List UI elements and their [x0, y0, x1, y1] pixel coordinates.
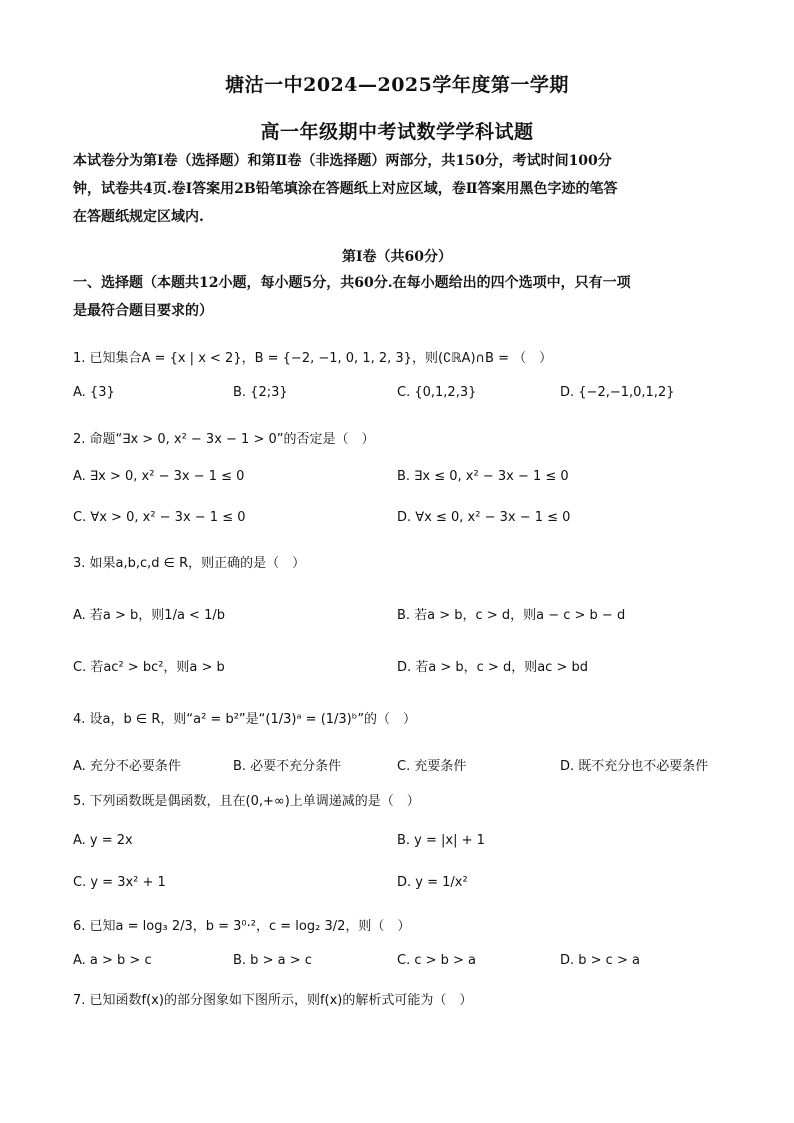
- q4-option-b: B. 必要不充分条件: [233, 759, 342, 774]
- q3-option-b: B. 若a > b，c > d，则a − c > b − d: [397, 608, 626, 623]
- q5-option-d: D. y = 1/x²: [397, 875, 468, 890]
- exam-subtitle: 高一年级期中考试数学学科试题: [260, 121, 534, 143]
- q2-option-a: A. ∃x > 0, x² − 3x − 1 ≤ 0: [73, 469, 245, 484]
- q2-option-d: D. ∀x ≤ 0, x² − 3x − 1 ≤ 0: [397, 510, 571, 525]
- q6-option-a: A. a > b > c: [73, 953, 152, 968]
- q4-option-d: D. 既不充分也不必要条件: [560, 759, 709, 774]
- question-1-stem: 1. 已知集合A = {x | x < 2}，B = {−2, −1, 0, 1, 2, 3}，则(∁ℝA)∩B = （ ）: [73, 351, 553, 366]
- q1-option-b: B. {2;3}: [233, 385, 288, 400]
- q3-option-c: C. 若ac² > bc²，则a > b: [73, 660, 225, 675]
- question-3-stem: 3. 如果a,b,c,d ∈ R，则正确的是（ ）: [73, 556, 306, 571]
- q6-option-c: C. c > b > a: [397, 953, 477, 968]
- intro-line: 本试卷分为第Ⅰ卷（选择题）和第Ⅱ卷（非选择题）两部分，共150分，考试时间100分: [73, 153, 612, 169]
- q1-option-d: D. {−2,−1,0,1,2}: [560, 385, 675, 400]
- q1-option-a: A. {3}: [73, 385, 115, 400]
- q2-option-b: B. ∃x ≤ 0, x² − 3x − 1 ≤ 0: [397, 469, 569, 484]
- exam-title: 塘沽一中2024—2025学年度第一学期: [225, 74, 569, 96]
- question-7-stem: 7. 已知函数f(x)的部分图象如下图所示，则f(x)的解析式可能为（ ）: [73, 993, 473, 1008]
- section1-heading: [73, 269, 723, 325]
- section-line: 是最符合题目要求的）: [73, 303, 213, 319]
- intro-line: 在答题纸规定区域内.: [73, 209, 204, 225]
- q4-option-a: A. 充分不必要条件: [73, 759, 181, 774]
- q5-option-a: A. y = 2x: [73, 833, 133, 848]
- question-4-stem: 4. 设a，b ∈ R，则“a² = b²”是“(1/3)ᵃ = (1/3)ᵇ”的（ ）: [73, 712, 417, 727]
- q4-option-c: C. 充要条件: [397, 759, 467, 774]
- intro-line: 钟，试卷共4页.卷Ⅰ答案用2B铅笔填涂在答题纸上对应区域，卷Ⅱ答案用黑色字迹的笔答: [73, 181, 618, 197]
- q1-option-c: C. {0,1,2,3}: [397, 385, 477, 400]
- section-line: 一、选择题（本题共12小题，每小题5分，共60分.在每小题给出的四个选项中，只有一项: [73, 275, 631, 291]
- question-6-stem: 6. 已知a = log₃ 2/3，b = 3⁰·²，c = log₂ 3/2，则（ ）: [73, 919, 411, 934]
- q6-option-d: D. b > c > a: [560, 953, 640, 968]
- q2-option-c: C. ∀x > 0, x² − 3x − 1 ≤ 0: [73, 510, 246, 525]
- q5-option-c: C. y = 3x² + 1: [73, 875, 166, 890]
- question-2-stem: 2. 命题“∃x > 0, x² − 3x − 1 > 0”的否定是（ ）: [73, 432, 375, 447]
- intro-paragraph: [73, 147, 723, 231]
- part1-title: 第Ⅰ卷（共60分）: [341, 249, 453, 265]
- q3-option-a: A. 若a > b，则1/a < 1/b: [73, 608, 225, 623]
- q3-option-d: D. 若a > b，c > d，则ac > bd: [397, 660, 588, 675]
- q5-option-b: B. y = |x| + 1: [397, 833, 485, 848]
- q6-option-b: B. b > a > c: [233, 953, 312, 968]
- question-5-stem: 5. 下列函数既是偶函数，且在(0,+∞)上单调递减的是（ ）: [73, 794, 420, 809]
